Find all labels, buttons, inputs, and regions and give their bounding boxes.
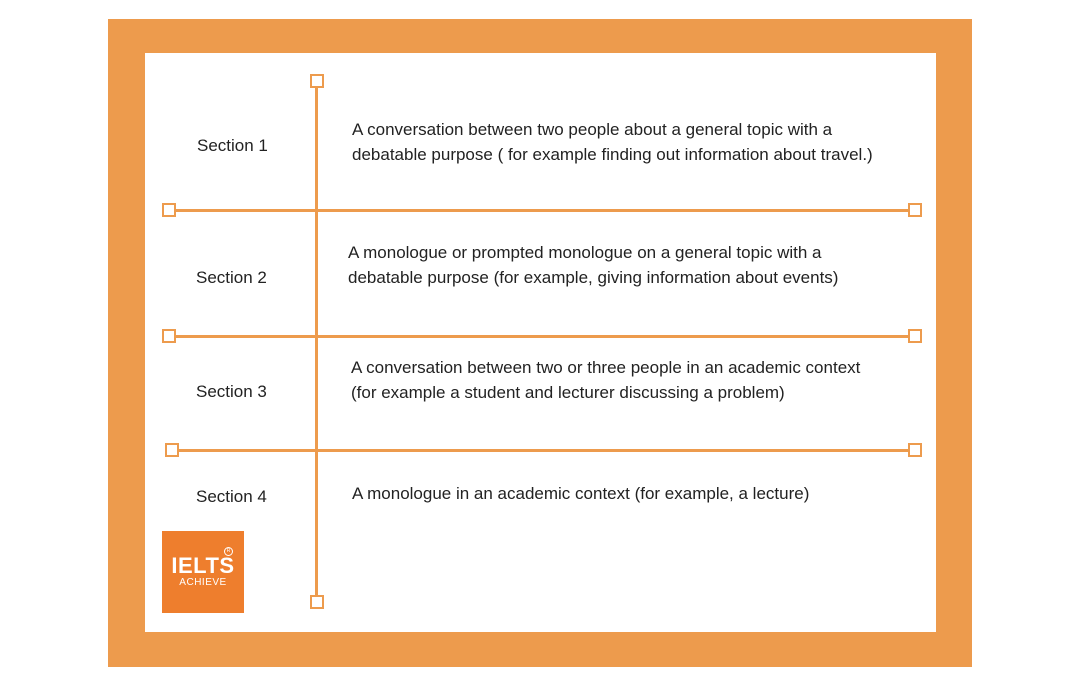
divider-line-1 xyxy=(176,209,910,212)
square-node-left-1 xyxy=(162,203,176,217)
logo-main-text: IELTS xyxy=(171,553,235,578)
vertical-divider xyxy=(315,88,318,596)
divider-line-3 xyxy=(179,449,910,452)
square-node-left-2 xyxy=(162,329,176,343)
square-node-right-3 xyxy=(908,443,922,457)
section-3-description: A conversation between two or three people in an academic context (for example a student and lecturer discussing a problem) xyxy=(351,358,861,402)
section-3-label: Section 3 xyxy=(196,382,267,401)
square-node-left-3 xyxy=(165,443,179,457)
square-node-bottom xyxy=(310,595,324,609)
ielts-achieve-logo xyxy=(162,531,244,613)
square-node-top xyxy=(310,74,324,88)
section-2-description: A monologue or prompted monologue on a general topic with a debatable purpose (for example, giving information about events) xyxy=(348,243,839,287)
section-2-label: Section 2 xyxy=(196,268,267,287)
section-4-description: A monologue in an academic context (for example, a lecture) xyxy=(352,484,810,503)
square-node-right-1 xyxy=(908,203,922,217)
section-4-label: Section 4 xyxy=(196,487,267,506)
square-node-right-2 xyxy=(908,329,922,343)
section-1-label: Section 1 xyxy=(197,136,268,155)
logo-sub-text: ACHIEVE xyxy=(179,577,227,588)
registered-mark-icon: R xyxy=(224,547,233,556)
divider-line-2 xyxy=(176,335,910,338)
section-1-description: A conversation between two people about a general topic with a debatable purpose ( for example finding out information about travel.) xyxy=(352,120,873,164)
